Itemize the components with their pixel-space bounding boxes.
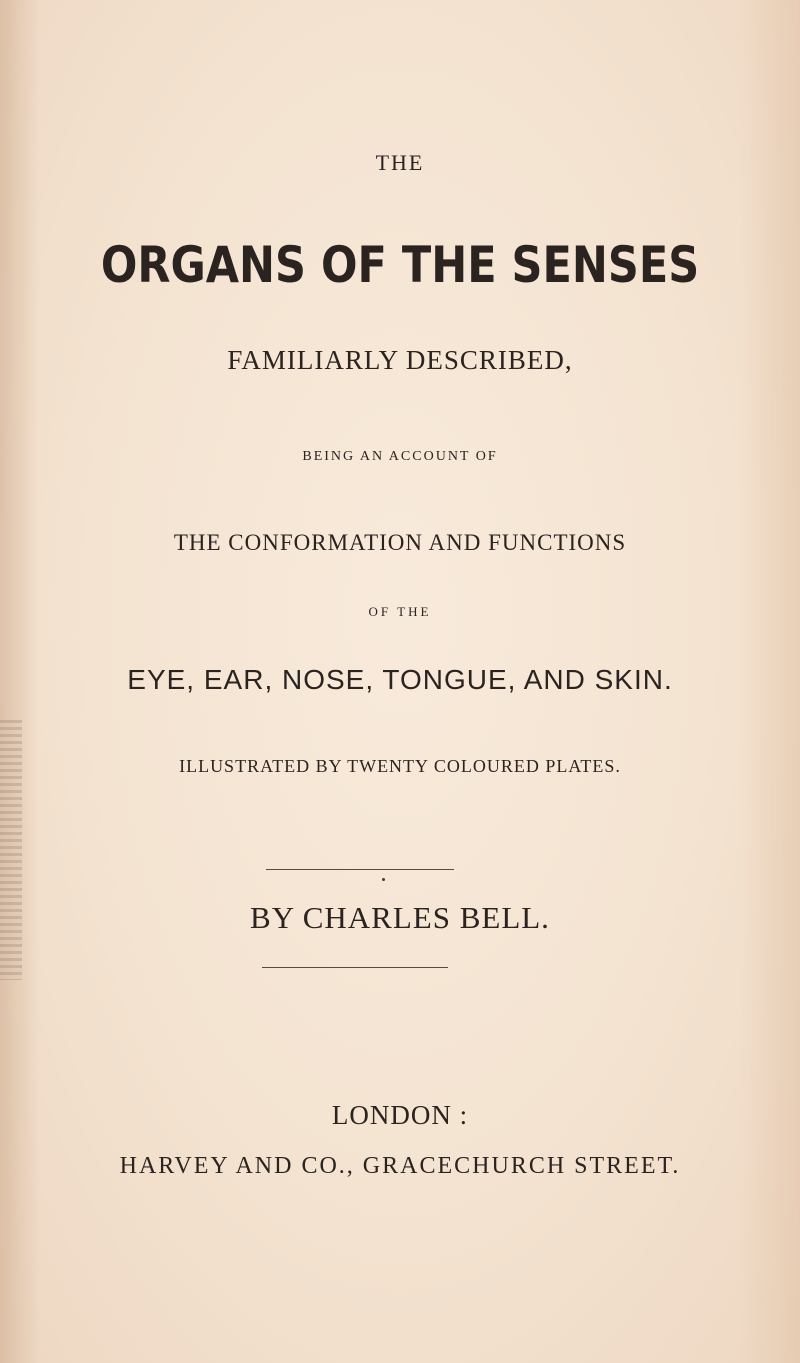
imprint-city: LONDON : — [331, 1100, 469, 1130]
divider-rule-top — [266, 869, 454, 870]
title-article: THE — [375, 150, 425, 175]
author-line: BY CHARLES BELL. — [250, 900, 550, 935]
subtitle: FAMILIARLY DESCRIBED, — [227, 345, 573, 375]
divider-rule-bottom — [262, 967, 448, 968]
ornament-dot — [382, 878, 385, 881]
being-an-account-line: BEING AN ACCOUNT OF — [302, 449, 498, 464]
main-title: ORGANS OF THE SENSES — [100, 236, 700, 294]
imprint-publisher: HARVEY AND CO., GRACECHURCH STREET. — [119, 1153, 681, 1179]
conformation-line: THE CONFORMATION AND FUNCTIONS — [173, 530, 627, 555]
organs-list-line: EYE, EAR, NOSE, TONGUE, AND SKIN. — [127, 664, 673, 695]
illustrated-line: ILLUSTRATED BY TWENTY COLOURED PLATES. — [179, 756, 621, 776]
of-the-line: OF THE — [368, 604, 432, 619]
